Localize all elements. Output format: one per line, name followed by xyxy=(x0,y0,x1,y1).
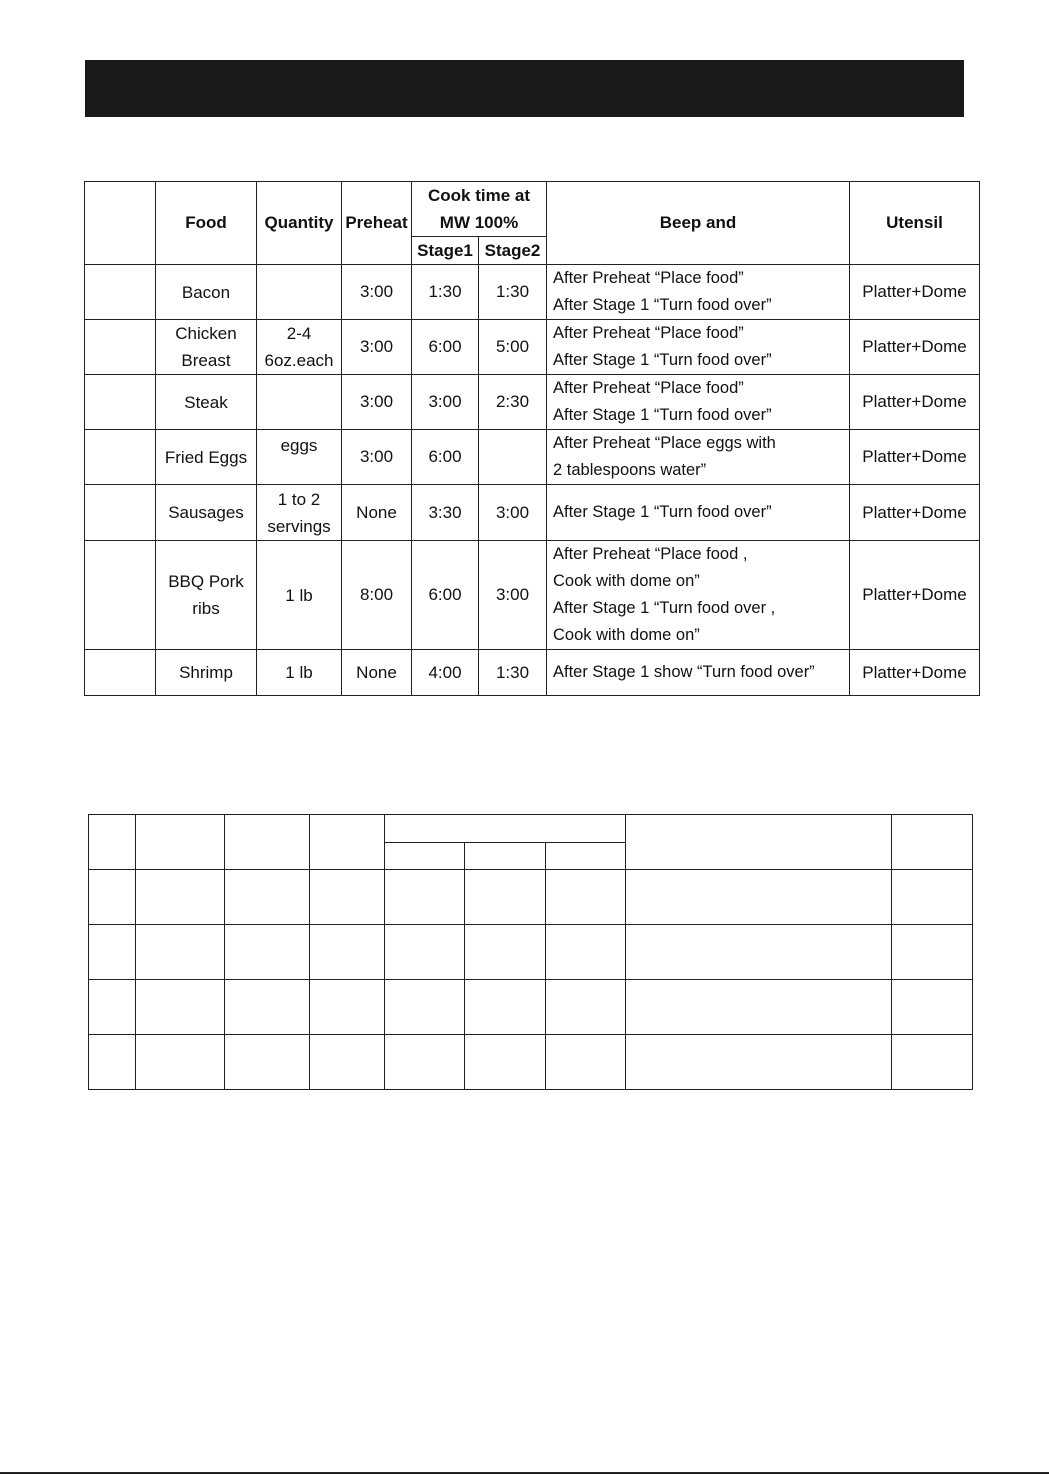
blank-cell xyxy=(892,870,973,925)
blank-cell xyxy=(136,870,225,925)
stage2-cell: 3:00 xyxy=(479,541,547,650)
stage2-cell: 2:30 xyxy=(479,375,547,430)
quantity-cell xyxy=(257,375,342,430)
blank-cell xyxy=(310,980,385,1035)
beep-cell xyxy=(547,485,850,541)
quantity-line: 1 lb xyxy=(285,585,313,605)
blank-cell xyxy=(136,980,225,1035)
table-row xyxy=(89,1035,973,1090)
stage2-cell: 5:00 xyxy=(479,320,547,375)
blank-cell xyxy=(89,1035,136,1090)
header-cook-time xyxy=(412,182,547,237)
stage2-cell: 1:30 xyxy=(479,650,547,696)
blank-cell xyxy=(385,925,465,980)
row-blank-cell xyxy=(85,485,156,541)
row-blank-cell xyxy=(85,541,156,650)
header-cook-time-line2: MW 100% xyxy=(439,213,519,232)
stage1-cell: 1:30 xyxy=(412,265,479,320)
quantity-line: 1 to 2 xyxy=(277,489,321,509)
table-row xyxy=(89,870,973,925)
beep-cell xyxy=(547,375,850,430)
blank-cell xyxy=(892,815,973,870)
header-utensil: Utensil xyxy=(850,182,980,265)
stage1-cell: 3:00 xyxy=(412,375,479,430)
food-line: ribs xyxy=(192,599,220,618)
stage1-cell: 3:30 xyxy=(412,485,479,541)
blank-cell xyxy=(465,1035,546,1090)
header-preheat: Preheat xyxy=(342,182,412,265)
blank-cell xyxy=(546,870,626,925)
blank-cell xyxy=(626,980,892,1035)
stage2-cell: 1:30 xyxy=(479,265,547,320)
utensil-cell: Platter+Dome xyxy=(850,375,980,430)
row-blank-cell xyxy=(85,430,156,485)
beep-line: Cook with dome on” xyxy=(553,572,700,590)
table-row xyxy=(85,430,980,485)
quantity-line: eggs xyxy=(280,436,318,455)
blank-cell xyxy=(310,1035,385,1090)
blank-cell xyxy=(89,815,136,870)
blank-cell xyxy=(136,815,225,870)
blank-cell xyxy=(136,925,225,980)
quantity-line: 2-4 xyxy=(286,324,312,343)
table-row xyxy=(85,375,980,430)
preheat-cell: 3:00 xyxy=(342,430,412,485)
preheat-cell: None xyxy=(342,650,412,696)
blank-cell xyxy=(546,980,626,1035)
blank-cell xyxy=(89,980,136,1035)
blank-cell xyxy=(465,925,546,980)
food-line: Shrimp xyxy=(179,663,233,682)
stage2-cell xyxy=(479,430,547,485)
blank-cell xyxy=(385,1035,465,1090)
food-line: Bacon xyxy=(181,282,231,302)
table-row xyxy=(85,320,980,375)
quantity-cell xyxy=(257,430,342,485)
table-row xyxy=(85,650,980,696)
blank-cell xyxy=(225,815,310,870)
beep-line: After Preheat “Place food” xyxy=(553,269,744,287)
blank-cell xyxy=(546,1035,626,1090)
blank-cell xyxy=(225,925,310,980)
blank-cell xyxy=(310,925,385,980)
food-line: Fried Eggs xyxy=(164,447,248,467)
quantity-cell xyxy=(257,320,342,375)
beep-line: After Preheat “Place food , xyxy=(553,545,748,563)
beep-cell xyxy=(547,541,850,650)
food-line: Sausages xyxy=(168,503,244,522)
food-cell xyxy=(156,375,257,430)
row-blank-cell xyxy=(85,375,156,430)
preheat-cell: 3:00 xyxy=(342,375,412,430)
blank-cell xyxy=(310,870,385,925)
beep-cell xyxy=(547,430,850,485)
preheat-cell: 3:00 xyxy=(342,320,412,375)
preheat-cell: 8:00 xyxy=(342,541,412,650)
beep-cell xyxy=(547,265,850,320)
blank-cell xyxy=(385,843,465,870)
utensil-cell: Platter+Dome xyxy=(850,485,980,541)
quantity-line: 6oz.each xyxy=(264,351,334,370)
header-food: Food xyxy=(156,182,257,265)
blank-cell xyxy=(465,980,546,1035)
food-cell xyxy=(156,430,257,485)
food-line: Steak xyxy=(184,392,228,412)
blank-cell xyxy=(465,843,546,870)
food-line: BBQ Pork xyxy=(168,572,244,591)
header-quantity: Quantity xyxy=(257,182,342,265)
blank-cell xyxy=(385,815,626,843)
beep-line: After Stage 1 “Turn food over” xyxy=(553,406,772,424)
food-cell xyxy=(156,541,257,650)
beep-line: After Stage 1 “Turn food over” xyxy=(553,351,772,369)
table-row xyxy=(85,485,980,541)
header-cook-time-line1: Cook time at xyxy=(427,186,531,205)
preheat-cell: None xyxy=(342,485,412,541)
food-cell xyxy=(156,265,257,320)
beep-line: 2 tablespoons water” xyxy=(553,461,707,479)
row-blank-cell xyxy=(85,265,156,320)
utensil-cell: Platter+Dome xyxy=(850,650,980,696)
header-stage1: Stage1 xyxy=(412,237,479,265)
beep-line: After Stage 1 “Turn food over” xyxy=(553,503,772,521)
food-cell xyxy=(156,650,257,696)
cooking-chart-table xyxy=(84,181,980,696)
stage1-cell: 6:00 xyxy=(412,430,479,485)
food-cell xyxy=(156,320,257,375)
blank-cell xyxy=(892,980,973,1035)
blank-cell xyxy=(225,980,310,1035)
utensil-cell: Platter+Dome xyxy=(850,265,980,320)
header-stage2: Stage2 xyxy=(479,237,547,265)
row-blank-cell xyxy=(85,320,156,375)
stage1-cell: 6:00 xyxy=(412,541,479,650)
beep-line: After Stage 1 “Turn food over” xyxy=(553,296,772,314)
header-beep: Beep and xyxy=(547,182,850,265)
beep-line: After Preheat “Place food” xyxy=(553,379,744,397)
blank-cell xyxy=(465,870,546,925)
quantity-line: servings xyxy=(267,516,331,536)
blank-cell xyxy=(626,870,892,925)
quantity-cell xyxy=(257,541,342,650)
blank-cell xyxy=(225,1035,310,1090)
quantity-line: 1 lb xyxy=(285,663,313,682)
header-blank xyxy=(85,182,156,265)
utensil-cell: Platter+Dome xyxy=(850,320,980,375)
food-cell xyxy=(156,485,257,541)
utensil-cell: Platter+Dome xyxy=(850,541,980,650)
blank-cell xyxy=(385,980,465,1035)
blank-cell xyxy=(136,1035,225,1090)
beep-cell xyxy=(547,320,850,375)
quantity-cell xyxy=(257,265,342,320)
blank-cell xyxy=(89,870,136,925)
row-blank-cell xyxy=(85,650,156,696)
stage2-cell: 3:00 xyxy=(479,485,547,541)
food-line: Breast xyxy=(181,351,231,370)
blank-cell xyxy=(892,1035,973,1090)
food-line: Chicken xyxy=(175,324,237,343)
table-row xyxy=(89,925,973,980)
quantity-cell xyxy=(257,485,342,541)
header-bar xyxy=(85,60,964,117)
blank-cell xyxy=(310,815,385,870)
preheat-cell: 3:00 xyxy=(342,265,412,320)
quantity-cell xyxy=(257,650,342,696)
beep-line: After Preheat “Place eggs with xyxy=(553,434,776,452)
blank-cell xyxy=(546,925,626,980)
bottom-rule xyxy=(0,1472,1049,1474)
utensil-cell: Platter+Dome xyxy=(850,430,980,485)
beep-line: After Preheat “Place food” xyxy=(553,324,744,342)
stage1-cell: 4:00 xyxy=(412,650,479,696)
blank-cell xyxy=(892,925,973,980)
table-row xyxy=(85,541,980,650)
blank-cell xyxy=(626,1035,892,1090)
blank-cell xyxy=(626,815,892,870)
blank-cell xyxy=(546,843,626,870)
blank-cell xyxy=(225,870,310,925)
blank-chart-table xyxy=(88,814,973,1090)
beep-cell xyxy=(547,650,850,696)
table-row xyxy=(89,980,973,1035)
blank-cell xyxy=(385,870,465,925)
blank-cell xyxy=(89,925,136,980)
stage1-cell: 6:00 xyxy=(412,320,479,375)
beep-line: After Stage 1 show “Turn food over” xyxy=(553,663,815,681)
beep-line: Cook with dome on” xyxy=(553,626,700,644)
beep-line: After Stage 1 “Turn food over , xyxy=(553,599,776,617)
blank-cell xyxy=(626,925,892,980)
table-row xyxy=(85,265,980,320)
